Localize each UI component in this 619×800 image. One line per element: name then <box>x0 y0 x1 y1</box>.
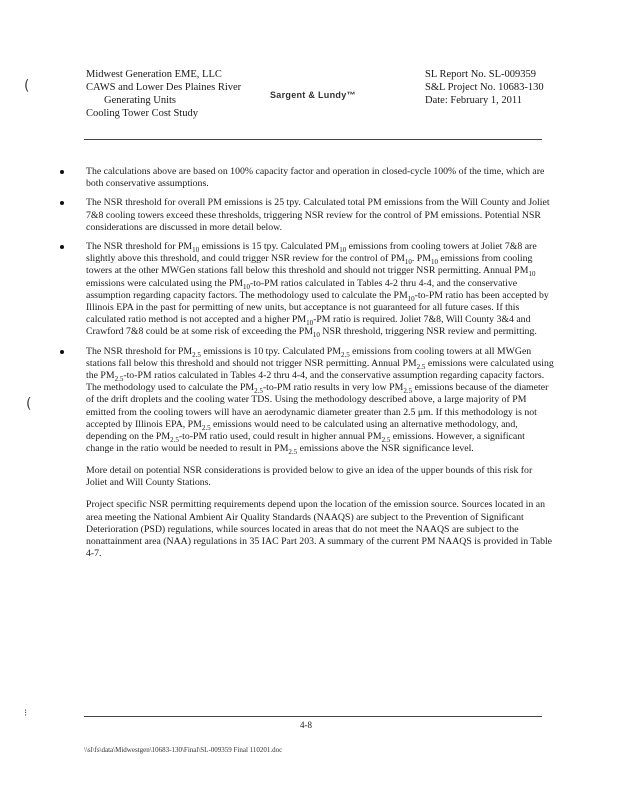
footer-divider <box>84 716 542 717</box>
header-divider <box>84 139 542 140</box>
text-run: emissions from cooling towers at Joliet 7&8 are slightly above this threshold, and could trigger NSR review for the control of PM <box>86 241 537 265</box>
subscript: 10 <box>528 270 536 279</box>
report-number: SL Report No. SL-009359 <box>425 69 537 80</box>
company-logo: Sargent & Lundy™ <box>270 90 356 100</box>
text-run: -to-PM ratios calculated in Tables 4-2 thru 4-4, and the conservative assumption regarding capacity factors. The methodology used to calculate the PM <box>86 277 518 301</box>
text-run: -to-PM ratio used, could result in higher annual PM <box>178 431 382 443</box>
subscript: 10 <box>306 319 314 328</box>
subscript: 10 <box>430 258 438 267</box>
text-run: NSR threshold, triggering NSR review and permitting. <box>319 326 537 338</box>
subscript: 10 <box>243 282 250 291</box>
paragraph: Project specific NSR permitting requirements depend upon the location of the emission source. Sources located in an area meeting the National Ambient Air Quality Standards (NAAQS) are subject to the Prevention of Significant Deterioration (PSD) regulations, while sources located in areas that do not meet the NAAQS are subject to the nonattainment area (NAA) regulations in 35 IAC Part 203. A summary of the current PM NAAQS is provided in Table 4-7. <box>86 499 553 560</box>
paragraph: More detail on potential NSR considerations is provided below to give an idea of the upper bounds of this risk for Joliet and Will County Stations. <box>86 465 533 489</box>
file-path: \\sl\fs\data\Midwestgen\10683-130\Final\SL-009359 Final 110201.doc <box>84 746 283 754</box>
header-left <box>86 68 241 120</box>
text-run: -PM ratio is required. Joliet 7&8, Will County 3&4 and Crawford 7&8 could be at some risk of exceeding the PM <box>86 314 531 338</box>
text-run: emissions because of the diameter of the drift droplets and the cooling water TDS. Using the methodology described above, a large majority of PM emitted from the cooling towers will have an aerodynamic diameter greater than 2.5 μm. If this methodology is not accepted by Illinois EPA, PM <box>86 382 549 430</box>
bullet-item <box>0 241 554 339</box>
text-run: -to-PM ratios calculated in Tables 4-2 thru 4-4, and the conservative assumption regarding capacity factors. The methodology used to calculate the PM <box>86 370 545 394</box>
scan-mark-icon: ( <box>24 78 30 94</box>
bullet-text <box>86 241 554 339</box>
subscript: 2.5 <box>288 448 298 457</box>
text-run: The NSR threshold for overall PM emissions is 25 tpy. Calculated total PM emissions from the Will County and Joliet 7&8 cooling towers exceed these thresholds, triggering NSR review for the control of PM emissions. Potential NSR considerations are discussed in more detail below. <box>86 197 550 233</box>
bullet-text <box>86 346 554 456</box>
subscript: 2.5 <box>403 387 413 396</box>
page-number: 4-8 <box>300 720 312 730</box>
text-run: emissions were calculated using the PM <box>86 357 554 382</box>
text-run: The NSR threshold for PM <box>86 345 193 357</box>
subscript: 10 <box>404 258 412 267</box>
report-date: Date: February 1, 2011 <box>425 95 523 106</box>
subscript: 2.5 <box>201 423 211 432</box>
bullet-dot-icon <box>60 350 64 354</box>
bullet-dot-icon <box>60 170 64 174</box>
bullet-item <box>0 166 554 190</box>
scan-mark-icon: ⁝ <box>24 708 28 719</box>
header-right <box>425 68 544 107</box>
subscript: 2.5 <box>254 387 263 396</box>
project-number: S&L Project No. 10683-130 <box>425 82 544 93</box>
text-run: -to-PM ratio has been accepted by Illinois EPA in the past for permitting of new units, but acceptance is not guaranteed for all future cases. If this calculated ratio method is not accepted and a higher PM <box>86 289 549 326</box>
bullet-item <box>0 197 554 234</box>
bullet-dot-icon <box>60 201 64 205</box>
text-run: The calculations above are based on 100% capacity factor and operation in closed-cycle 100% of the time, which are both conservative assumptions. <box>86 166 545 190</box>
header-company: Midwest Generation EME, LLC <box>86 69 222 80</box>
subscript: 2.5 <box>170 436 179 445</box>
subscript: 2.5 <box>381 436 391 445</box>
text-run: emissions from cooling towers at the other MWGen stations fall below this threshold and should not trigger NSR permitting. Annual PM <box>86 253 533 277</box>
header-units: Generating Units <box>104 95 177 106</box>
text-run: -to-PM ratio results in very low PM <box>262 382 404 394</box>
header-project: CAWS and Lower Des Plaines River <box>86 82 242 93</box>
subscript: 2.5 <box>340 350 350 359</box>
subscript: 2.5 <box>114 375 124 383</box>
text-run: emissions is 15 tpy. Calculated PM <box>199 241 340 253</box>
scan-mark-icon: ( <box>26 396 32 412</box>
bullet-dot-icon <box>60 245 64 249</box>
subscript: 10 <box>407 294 415 303</box>
text-run: emissions is 10 tpy. Calculated PM <box>200 345 341 357</box>
text-run: The NSR threshold for PM <box>86 241 193 253</box>
text-run: emissions above the NSR significance level. <box>297 443 474 455</box>
text-run: emissions. However, a significant change in the ratio would be needed to result in PM <box>86 431 525 455</box>
text-run: emissions from cooling towers at all MWGen stations fall below this threshold and should not trigger NSR permitting. Annual PM <box>86 345 532 369</box>
text-run: emissions were calculated using the PM <box>86 277 243 289</box>
subscript: 10 <box>312 331 320 340</box>
subscript: 2.5 <box>192 350 201 359</box>
subscript: 10 <box>192 245 200 254</box>
text-run: . PM <box>411 253 431 265</box>
bullet-text <box>86 197 554 234</box>
document-body <box>86 166 554 568</box>
text-run: emissions would need to be calculated using an alternative methodology, and, depending on the PM <box>86 418 518 443</box>
subscript: 10 <box>339 245 347 254</box>
bullet-list <box>86 166 554 455</box>
bullet-text <box>86 166 554 190</box>
header-study: Cooling Tower Cost Study <box>86 108 198 119</box>
bullet-item <box>0 346 554 456</box>
subscript: 2.5 <box>416 362 426 371</box>
